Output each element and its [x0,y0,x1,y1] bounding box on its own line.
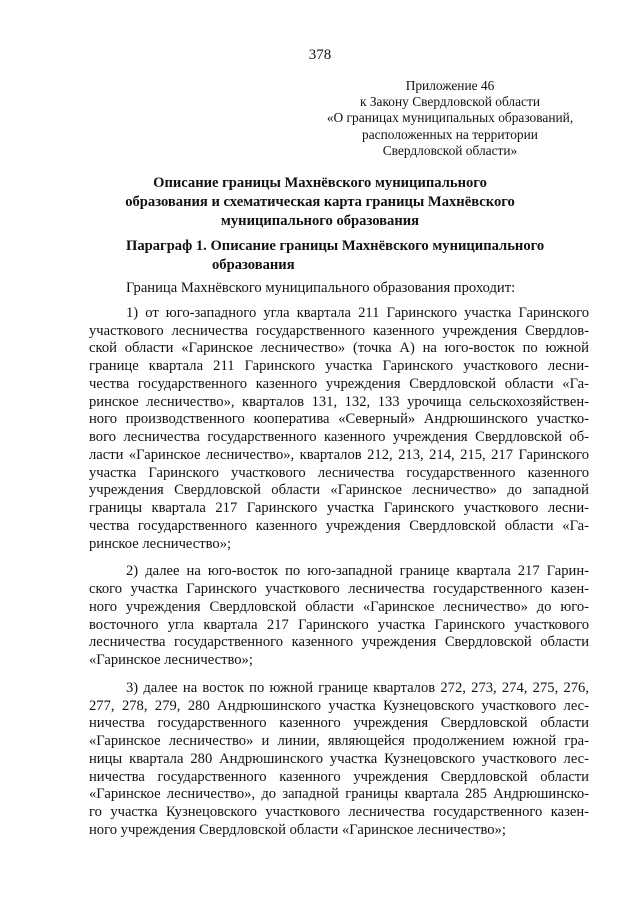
boundary-item-2 [89,563,589,670]
item-line: ринское лесничество»; [89,535,232,552]
title-line: образования и схематическая карта границы Махнёвского [125,194,515,210]
title-line: муниципального образования [220,213,420,229]
item-line: участка Гаринского участкового лесничества государственного казенного [89,464,589,481]
item-line: ного производственного кооператива «Северный» Андрюшинского участко- [89,411,589,428]
title-line: Описание границы Махнёвского муниципального [153,175,487,191]
paragraph-heading [126,237,586,275]
item-line: «Гаринское лесничество»; [89,652,253,668]
appendix-note [300,78,600,159]
item-line: ничества государственного казенного учреждения Свердловской области [89,768,589,785]
appendix-line: к Закону Свердловской области [359,94,541,110]
intro-sentence: Граница Махнёвского муниципального образования проходит: [126,280,516,296]
paragraph-heading-line: образования [212,257,295,273]
item-line: восточного угла квартала 217 Гаринского участка Гаринского участкового [89,616,589,633]
item-line: 277, 278, 279, 280 Андрюшинского участка Кузнецовского участкового лес- [89,697,589,714]
item-line: ного учреждения Свердловской области «Гаринское лесничество» до юго- [89,598,589,615]
item-line: ласти «Гаринское лесничество», кварталов 212, 213, 214, 215, 217 Гаринского [89,446,589,463]
item-line: «Гаринское лесничество», до западной границы квартала 285 Андрюшинско- [89,786,589,803]
page-number: 378 [308,47,332,63]
appendix-line: Приложение 46 [405,78,495,93]
item-line: вого лесничества государственного казенного учреждения Свердловской об- [89,429,589,445]
item-line: учреждения Свердловской области «Гаринское лесничество» до западной [89,482,589,499]
item-line: участкового лесничества государственного казенного учреждения Свердлов- [89,322,589,339]
boundary-item-3 [89,680,589,840]
appendix-line: расположенных на территории [362,126,538,142]
item-line: 1) от юго-западного угла квартала 211 Гаринского участка Гаринского [126,304,589,321]
item-line: ского участка Гаринского участкового лесничества государственного казен- [89,581,589,597]
boundary-item-1 [89,305,589,554]
item-line: ринское лесничество», кварталов 131, 132, 133 урочища сельскохозяйствен- [89,393,589,410]
item-line: границы квартала 217 Гаринского участка Гаринского участкового лесни- [89,500,589,516]
appendix-line: «О границах муниципальных образований, [326,110,574,126]
document-title [80,174,560,231]
item-line: «Гаринское лесничество» и линии, являющейся продолжением южной гра- [89,733,589,749]
item-line: границе квартала 211 Гаринского участка Гаринского участкового лесни- [89,358,589,374]
body-text [89,280,589,850]
item-line: 3) далее на восток по южной границе кварталов 272, 273, 274, 275, 276, [126,679,589,696]
item-line: го участка Кузнецовского участкового лесничества государственного казен- [89,804,589,820]
appendix-line: Свердловской области» [382,142,518,158]
item-line: чества государственного казенного учреждения Свердловской области «Га- [89,517,589,534]
item-line: лесничества государственного казенного учреждения Свердловской области [89,634,589,651]
paragraph-heading-line: Параграф 1. Описание границы Махнёвского муниципального [126,238,545,254]
item-line: ницы квартала 280 Андрюшинского участка Кузнецовского участкового лес- [89,750,589,767]
item-line: чества государственного казенного учреждения Свердловской области «Га- [89,375,589,392]
item-line: 2) далее на юго-восток по юго-западной границе квартала 217 Гарин- [126,563,589,580]
item-line: ской области «Гаринское лесничество» (точка А) на юго-восток по южной [89,340,589,357]
item-line: ного учреждения Свердловской области «Гаринское лесничество»; [89,821,506,838]
item-line: ничества государственного казенного учреждения Свердловской области [89,715,589,732]
